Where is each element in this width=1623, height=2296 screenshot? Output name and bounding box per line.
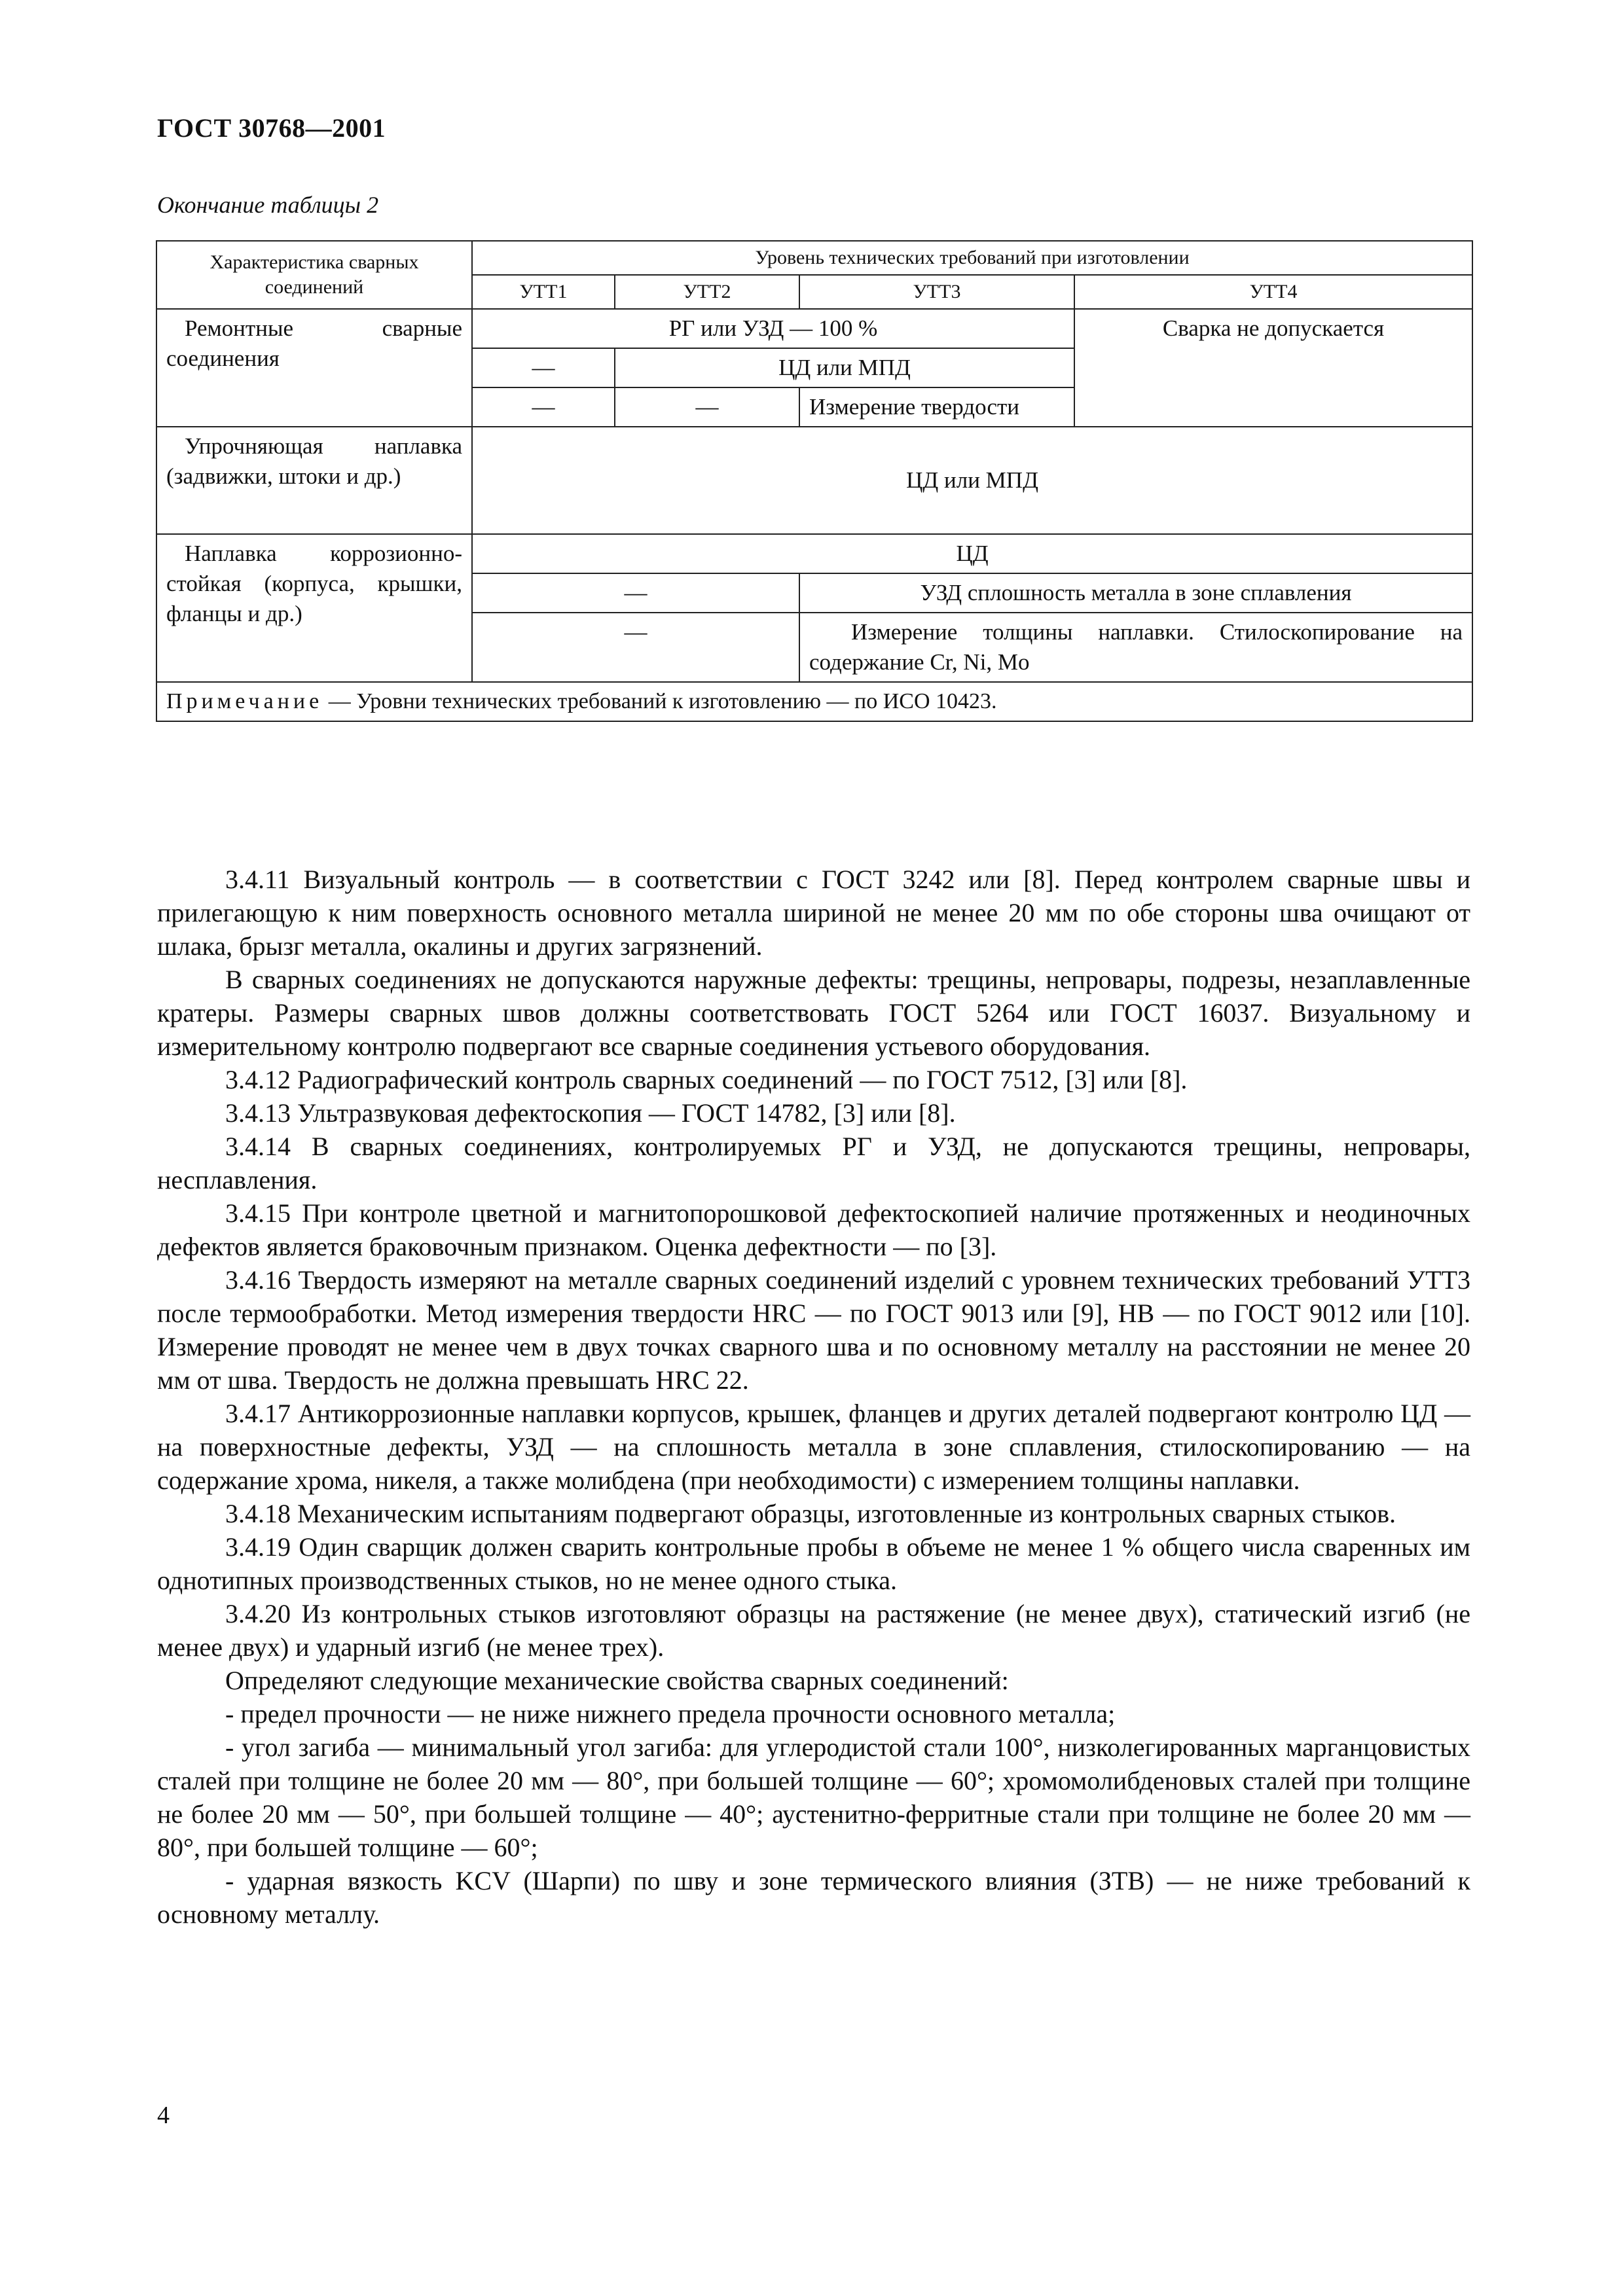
table-note [156, 682, 1472, 721]
page-number: 4 [157, 2102, 170, 2129]
requirements-table [156, 240, 1473, 722]
col-header-utt2: УТТ2 [615, 275, 799, 309]
cell-hardening-value: ЦД или МПД [472, 427, 1472, 534]
paragraph: Определяют следующие механические свойства сварных соединений: [225, 1666, 1009, 1695]
table-row [156, 427, 1472, 534]
row-label-hardening: Упрочняющая наплавка (задвижки, штоки и др.) [156, 427, 472, 534]
standard-title: ГОСТ 30768—2001 [157, 113, 386, 143]
col-header-utt1: УТТ1 [472, 275, 615, 309]
paragraph: 3.4.13 Ультразвуковая дефектоскопия — ГОСТ 14782, [3] или [8]. [225, 1098, 956, 1128]
cell-dash: — [472, 387, 615, 427]
paragraph: 3.4.19 Один сварщик должен сварить контрольные пробы в объеме не менее 1 % общего числа сваренных им однотипных производственных стыков, но не менее одного стыка. [157, 1532, 1470, 1595]
cell-dash: — [615, 387, 799, 427]
paragraph: 3.4.17 Антикоррозионные наплавки корпусов, крышек, фланцев и других деталей подвергают контролю ЦД — на поверхностные дефекты, УЗД — на сплошность металла в зоне сплавления, стилоскопированию — на содержание хрома, никеля, а также молибдена (при необходимости) с измерением толщины наплавки. [157, 1399, 1470, 1495]
col-header-characteristic: Характеристика сварных соединений [156, 241, 472, 309]
list-item: - угол загиба — минимальный угол загиба: для углеродистой стали 100°, низколегированных марганцовистых сталей при толщине не более 20 мм — 80°, при большей толщине — 60°; хромомолибденовых сталей при толщине не более 20 мм — 50°, при большей толщине — 40°; аустенитно-ферритные стали при толщине не более 20 мм — 80°, при большей толщине — 60°; [157, 1732, 1470, 1862]
list-item: - предел прочности — не ниже нижнего предела прочности основного металла; [225, 1699, 1116, 1729]
paragraph: 3.4.12 Радиографический контроль сварных соединений — по ГОСТ 7512, [3] или [8]. [225, 1065, 1188, 1094]
paragraph: 3.4.14 В сварных соединениях, контролируемых РГ и УЗД, не допускаются трещины, непровары, несплавления. [157, 1132, 1470, 1194]
cell-repair-utt4: Сварка не допускается [1074, 309, 1472, 427]
note-text: — Уровни технических требований к изготовлению — по ИСО 10423. [323, 689, 997, 713]
cell-repair-cd-mpd: ЦД или МПД [615, 348, 1074, 387]
row-label-corrosion: Наплавка коррозионно-стойкая (корпуса, крышки, фланцы и др.) [156, 534, 472, 682]
table-row [156, 309, 1472, 348]
col-header-utt4: УТТ4 [1074, 275, 1472, 309]
body-text [157, 863, 1470, 1931]
paragraph: 3.4.20 Из контрольных стыков изготовляют образцы на растяжение (не менее двух), статический изгиб (не менее двух) и ударный изгиб (не менее трех). [157, 1599, 1470, 1662]
paragraph: 3.4.18 Механическим испытаниям подвергают образцы, изготовленные из контрольных сварных стыков. [225, 1499, 1396, 1528]
cell-corrosion-cd: ЦД [472, 534, 1472, 573]
cell-corrosion-uzd: УЗД сплошность металла в зоне сплавления [799, 573, 1472, 613]
cell-dash: — [472, 573, 799, 613]
row-label-repair: Ремонтные сварные соединения [156, 309, 472, 427]
table-caption: Окончание таблицы 2 [157, 192, 379, 218]
cell-dash: — [472, 613, 799, 682]
note-label: Примечание [166, 689, 323, 713]
paragraph: 3.4.16 Твердость измеряют на металле сварных соединений изделий с уровнем технических требований УТТ3 после термообработки. Метод измерения твердости HRC — по ГОСТ 9013 или [9], HB — по ГОСТ 9012 или [10]. Измерение проводят не менее чем в двух точках сварного шва и по основному металлу на расстоянии не менее 20 мм от шва. Твердость не должна превышать HRC 22. [157, 1265, 1470, 1395]
table-header-row [156, 241, 1472, 275]
col-header-level-group: Уровень технических требований при изготовлении [472, 241, 1472, 275]
cell-corrosion-thickness: Измерение толщины наплавки. Стилоскопирование на содержание Cr, Ni, Mo [799, 613, 1472, 682]
table-note-row [156, 682, 1472, 721]
col-header-utt3: УТТ3 [799, 275, 1074, 309]
list-item: - ударная вязкость KCV (Шарпи) по шву и зоне термического влияния (ЗТВ) — не ниже требований к основному металлу. [157, 1866, 1470, 1929]
paragraph: 3.4.11 Визуальный контроль — в соответствии с ГОСТ 3242 или [8]. Перед контролем сварные швы и прилегающую к ним поверхность основного металла шириной не менее 20 мм по обе стороны шва очищают от шлака, брызг металла, окалины и других загрязнений. [157, 865, 1470, 961]
cell-dash: — [472, 348, 615, 387]
paragraph: В сварных соединениях не допускаются наружные дефекты: трещины, непровары, подрезы, незаплавленные кратеры. Размеры сварных швов должны соответствовать ГОСТ 5264 или ГОСТ 16037. Визуальному и измерительному контролю подвергают все сварные соединения устьевого оборудования. [157, 965, 1470, 1061]
table-row [156, 534, 1472, 573]
paragraph: 3.4.15 При контроле цветной и магнитопорошковой дефектоскопией наличие протяженных и неодиночных дефектов является браковочным признаком. Оценка дефектности — по [3]. [157, 1198, 1470, 1261]
cell-repair-rg-uzd: РГ или УЗД — 100 % [472, 309, 1074, 348]
cell-repair-hardness: Измерение твердости [799, 387, 1074, 427]
